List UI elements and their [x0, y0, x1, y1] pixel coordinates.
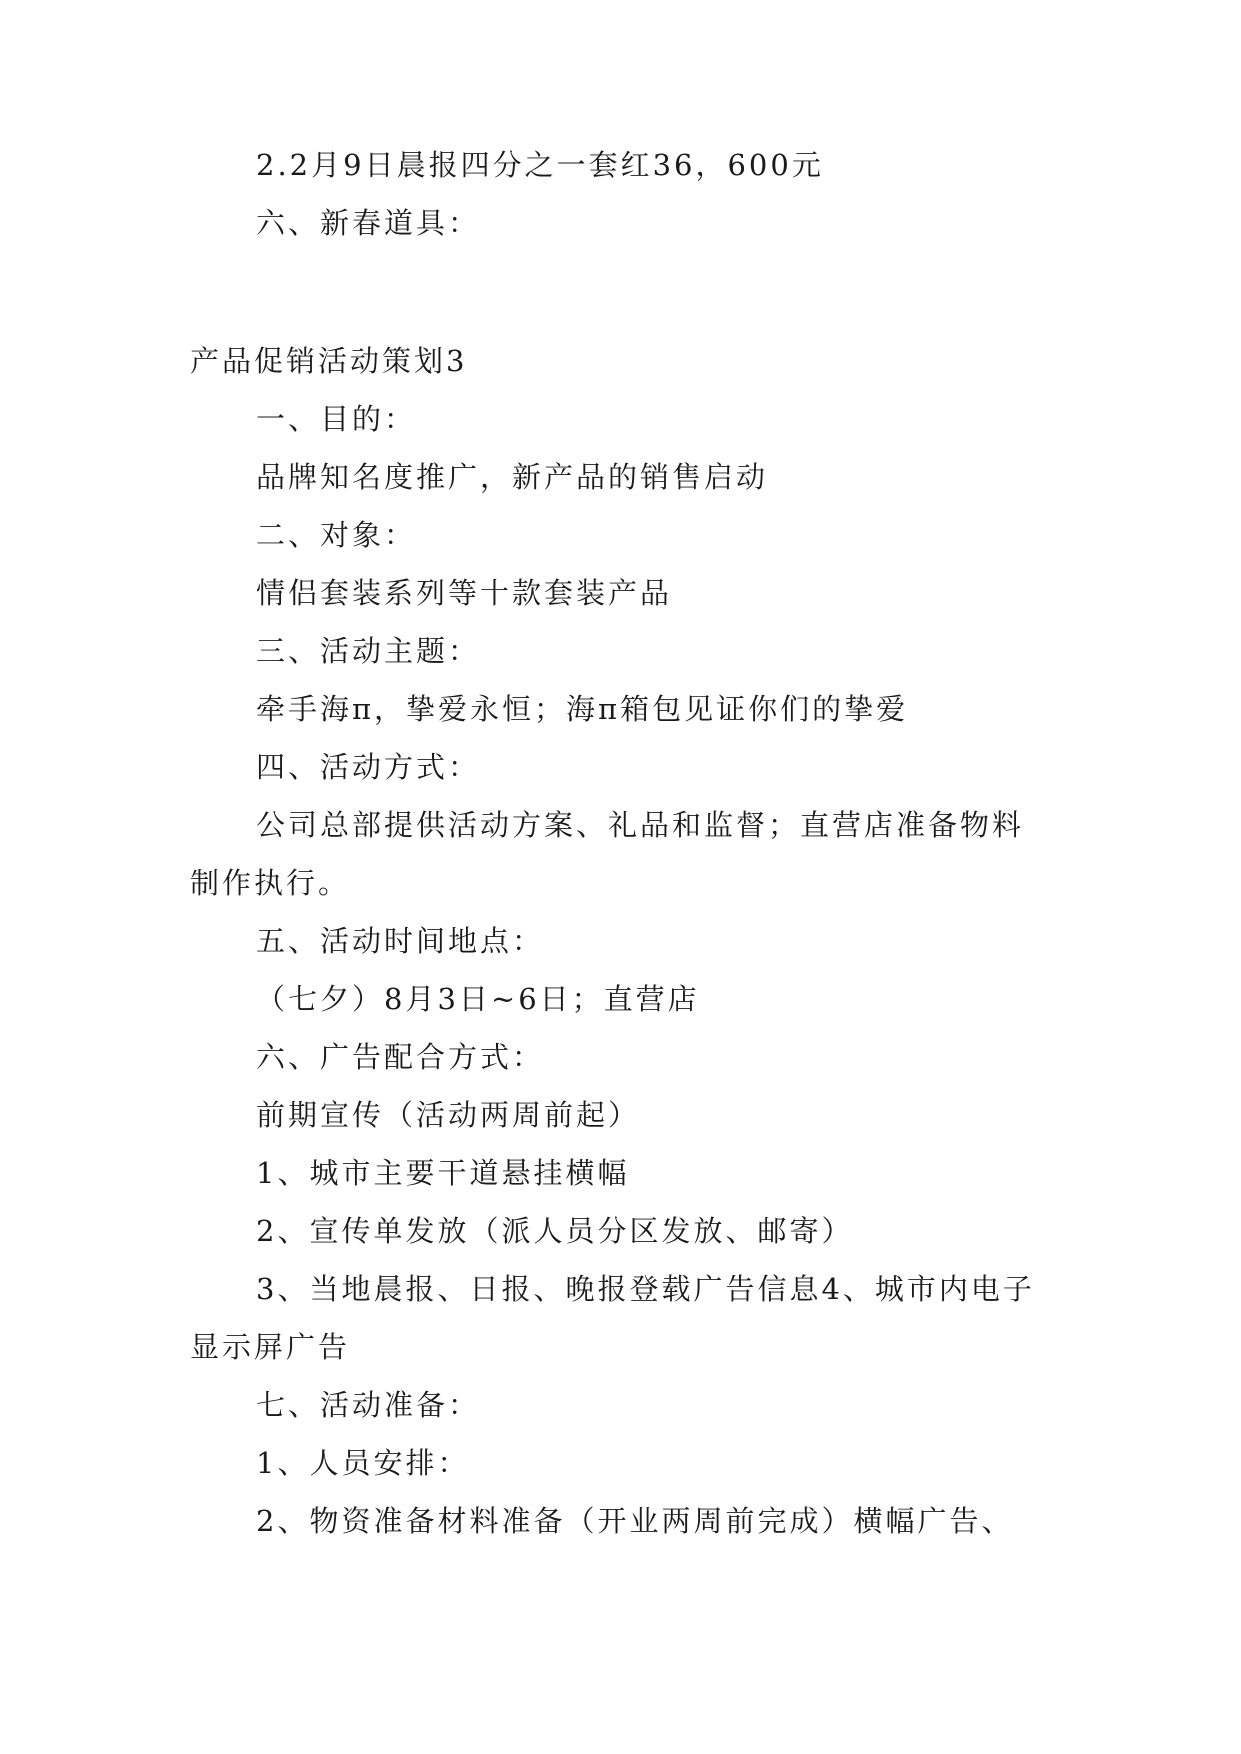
- section-heading: 四、活动方式：: [256, 750, 481, 784]
- section-heading: 六、广告配合方式：: [256, 1040, 545, 1074]
- text-line: 显示屏广告: [190, 1330, 351, 1364]
- section-heading: 一、目的：: [256, 402, 417, 436]
- section-heading: 五、活动时间地点：: [256, 924, 545, 958]
- text-line: 制作执行。: [190, 866, 351, 900]
- section-heading: 六、新春道具：: [256, 206, 481, 240]
- list-item: 3、当地晨报、日报、晚报登载广告信息4、城市内电子: [256, 1272, 1035, 1306]
- list-item: 1、人员安排：: [256, 1446, 470, 1480]
- text-line: 公司总部提供活动方案、礼品和监督；直营店准备物料: [256, 808, 1025, 842]
- text-line: 品牌知名度推广，新产品的销售启动: [256, 460, 769, 494]
- section-heading: 二、对象：: [256, 518, 417, 552]
- list-item: 2、物资准备材料准备（开业两周前完成）横幅广告、: [256, 1504, 1014, 1538]
- document-title: 产品促销活动策划3: [190, 344, 468, 378]
- section-heading: 七、活动准备：: [256, 1388, 481, 1422]
- list-item: 2、宣传单发放（派人员分区发放、邮寄）: [256, 1214, 854, 1248]
- text-line: 前期宣传（活动两周前起）: [256, 1098, 641, 1132]
- text-line: 牵手海π，挚爱永恒；海π箱包见证你们的挚爱: [256, 692, 909, 726]
- text-line: 情侣套装系列等十款套装产品: [256, 576, 673, 610]
- text-line: （七夕）8月3日~6日；直营店: [256, 982, 700, 1016]
- list-item: 1、城市主要干道悬挂横幅: [256, 1156, 630, 1190]
- section-heading: 三、活动主题：: [256, 634, 481, 668]
- text-line: 2.2月9日晨报四分之一套红36，600元: [256, 148, 824, 182]
